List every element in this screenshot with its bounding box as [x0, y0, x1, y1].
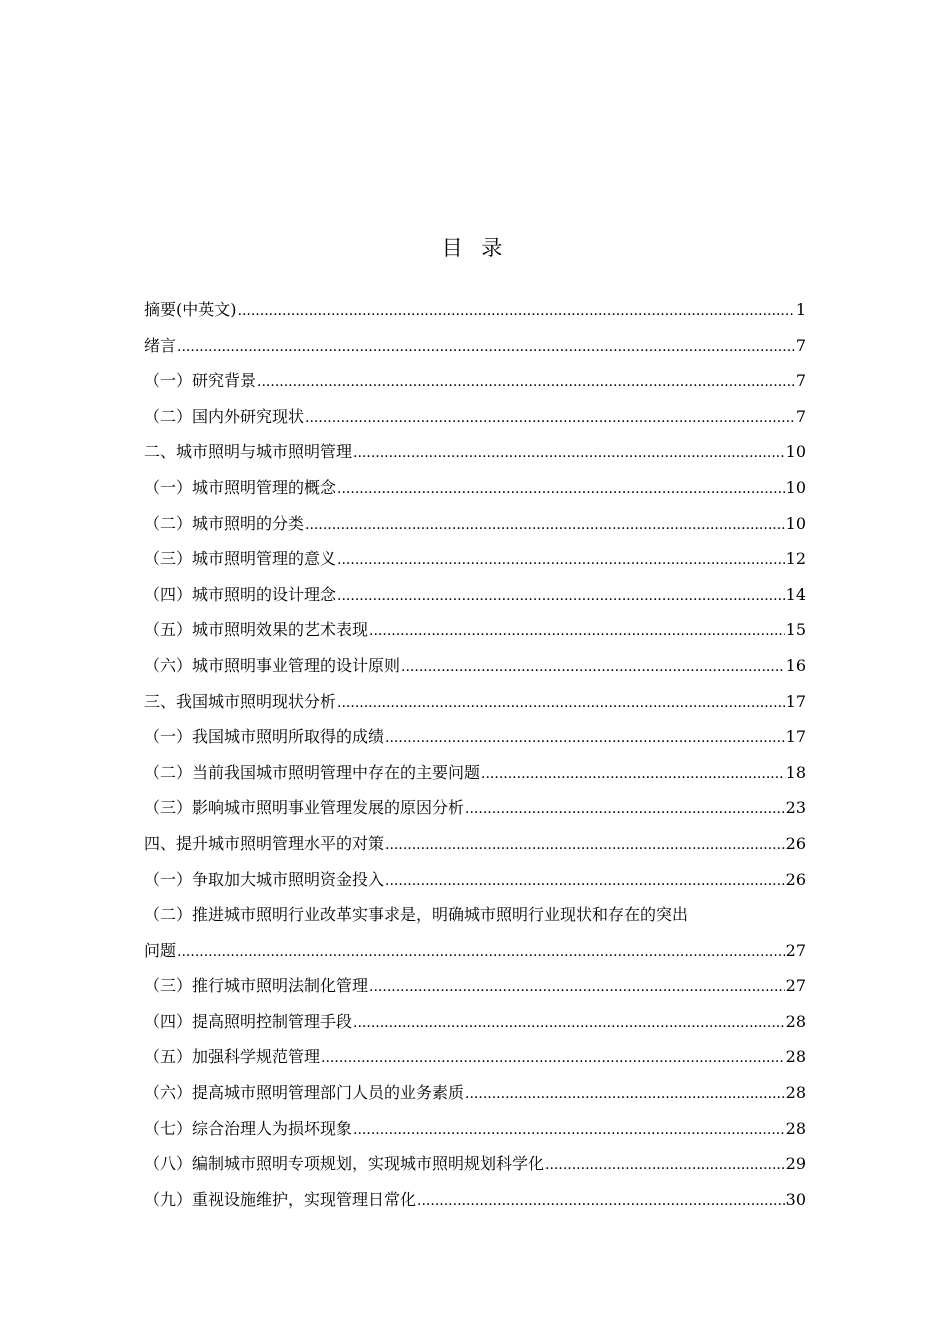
- toc-entry-text: （二）推进城市照明行业改革实事求是，明确城市照明行业现状和存在的突出: [144, 905, 689, 925]
- toc-entry-text: 二、城市照明与城市照明管理: [144, 442, 353, 462]
- toc-entry-text: （二）城市照明的分类: [144, 513, 305, 533]
- dot-leader: [385, 719, 785, 755]
- dot-leader: [401, 648, 785, 684]
- dot-leader: [369, 612, 785, 648]
- table-of-contents: [144, 292, 806, 1217]
- dot-leader: [305, 506, 785, 542]
- dot-leader: [353, 434, 785, 470]
- toc-entry-text: （六）城市照明事业管理的设计原则: [144, 655, 401, 675]
- dot-leader: [465, 1075, 785, 1111]
- toc-entry[interactable]: [144, 577, 806, 613]
- toc-title: 目 录: [441, 236, 509, 260]
- toc-entry-text: （一）城市照明管理的概念: [144, 477, 337, 497]
- toc-entry-text: （九）重视设施维护，实现管理日常化: [144, 1189, 417, 1209]
- toc-entry[interactable]: [144, 755, 806, 791]
- dot-leader: [353, 1004, 785, 1040]
- toc-entry-text: 三、我国城市照明现状分析: [144, 691, 337, 711]
- toc-page-number: 23: [785, 798, 806, 818]
- toc-page-number: 18: [785, 762, 806, 782]
- toc-entry[interactable]: [144, 1182, 806, 1218]
- dot-leader: [177, 328, 795, 364]
- dot-leader: [369, 968, 785, 1004]
- toc-entry[interactable]: [144, 1075, 806, 1111]
- toc-entry[interactable]: [144, 434, 806, 470]
- toc-page-number: 30: [785, 1189, 806, 1209]
- dot-leader: [337, 577, 785, 613]
- toc-page-number: 28: [785, 1011, 806, 1031]
- dot-leader: [337, 684, 785, 720]
- dot-leader: [257, 363, 795, 399]
- toc-page-number: 17: [785, 691, 806, 711]
- toc-page-number: 10: [785, 477, 806, 497]
- dot-leader: [481, 755, 785, 791]
- toc-entry-text: 摘要(中英文): [144, 300, 237, 319]
- dot-leader: [385, 862, 785, 898]
- toc-entry[interactable]: [144, 363, 806, 399]
- toc-entry-text: （二）当前我国城市照明管理中存在的主要问题: [144, 762, 481, 782]
- toc-entry-text: （五）加强科学规范管理: [144, 1047, 321, 1067]
- toc-entry[interactable]: [144, 1111, 806, 1147]
- toc-page-number: 17: [785, 727, 806, 747]
- dot-leader: [337, 541, 785, 577]
- toc-entry[interactable]: [144, 399, 806, 435]
- toc-entry[interactable]: [144, 612, 806, 648]
- dot-leader: [417, 1182, 785, 1218]
- toc-page-number: 1: [795, 300, 806, 319]
- dot-leader: [545, 1146, 785, 1182]
- dot-leader: [177, 933, 785, 969]
- toc-page-number: 7: [795, 406, 806, 426]
- dot-leader: [385, 826, 785, 862]
- dot-leader: [465, 790, 785, 826]
- toc-entry-text: （三）城市照明管理的意义: [144, 549, 337, 569]
- toc-entry-text: （三）推行城市照明法制化管理: [144, 976, 369, 996]
- toc-page-number: 27: [785, 976, 806, 996]
- dot-leader: [305, 399, 795, 435]
- toc-page-number: 28: [785, 1047, 806, 1067]
- toc-entry[interactable]: [144, 862, 806, 898]
- toc-entry[interactable]: [144, 684, 806, 720]
- toc-entry[interactable]: [144, 292, 806, 328]
- toc-page-number: 15: [785, 620, 806, 640]
- toc-entry[interactable]: [144, 470, 806, 506]
- toc-entry[interactable]: [144, 1146, 806, 1182]
- toc-page-number: 29: [785, 1154, 806, 1174]
- toc-page-number: 12: [785, 549, 806, 569]
- toc-entry-text: 四、提升城市照明管理水平的对策: [144, 833, 385, 853]
- toc-entry[interactable]: [144, 1039, 806, 1075]
- toc-entry-text: （五）城市照明效果的艺术表现: [144, 620, 369, 640]
- toc-page-number: 16: [785, 655, 806, 675]
- toc-entry-text: （四）城市照明的设计理念: [144, 584, 337, 604]
- toc-entry[interactable]: [144, 541, 806, 577]
- toc-entry-wrapped-first-line[interactable]: [144, 897, 806, 933]
- toc-entry-text: （三）影响城市照明事业管理发展的原因分析: [144, 798, 465, 818]
- toc-entry[interactable]: [144, 790, 806, 826]
- dot-leader: [238, 292, 795, 328]
- toc-page-number: 26: [785, 869, 806, 889]
- toc-page-number: 14: [785, 584, 806, 604]
- toc-page-number: 26: [785, 833, 806, 853]
- toc-page-number: 7: [795, 335, 806, 355]
- toc-entry[interactable]: [144, 826, 806, 862]
- toc-entry-text: 问题: [144, 940, 177, 960]
- toc-page-number: 28: [785, 1118, 806, 1138]
- toc-page-number: 27: [785, 940, 806, 960]
- toc-entry-wrapped-second-line[interactable]: [144, 933, 806, 969]
- toc-page-number: 10: [785, 513, 806, 533]
- toc-entry-text: （一）我国城市照明所取得的成绩: [144, 727, 385, 747]
- toc-entry-text: （八）编制城市照明专项规划，实现城市照明规划科学化: [144, 1154, 545, 1174]
- toc-entry[interactable]: [144, 328, 806, 364]
- dot-leader: [353, 1111, 785, 1147]
- toc-entry-text: （七）综合治理人为损坏现象: [144, 1118, 353, 1138]
- toc-page-number: 7: [795, 371, 806, 391]
- dot-leader: [337, 470, 785, 506]
- toc-page-number: 28: [785, 1083, 806, 1103]
- toc-entry[interactable]: [144, 506, 806, 542]
- toc-entry[interactable]: [144, 1004, 806, 1040]
- toc-entry-text: （二）国内外研究现状: [144, 406, 305, 426]
- toc-page-number: 10: [785, 442, 806, 462]
- toc-entry-text: （六）提高城市照明管理部门人员的业务素质: [144, 1083, 465, 1103]
- toc-entry[interactable]: [144, 719, 806, 755]
- toc-entry-text: （四）提高照明控制管理手段: [144, 1011, 353, 1031]
- dot-leader: [321, 1039, 785, 1075]
- toc-entry[interactable]: [144, 968, 806, 1004]
- toc-entry-text: （一）研究背景: [144, 371, 257, 391]
- toc-entry-text: 绪言: [144, 335, 177, 355]
- toc-entry[interactable]: [144, 648, 806, 684]
- toc-entry-text: （一）争取加大城市照明资金投入: [144, 869, 385, 889]
